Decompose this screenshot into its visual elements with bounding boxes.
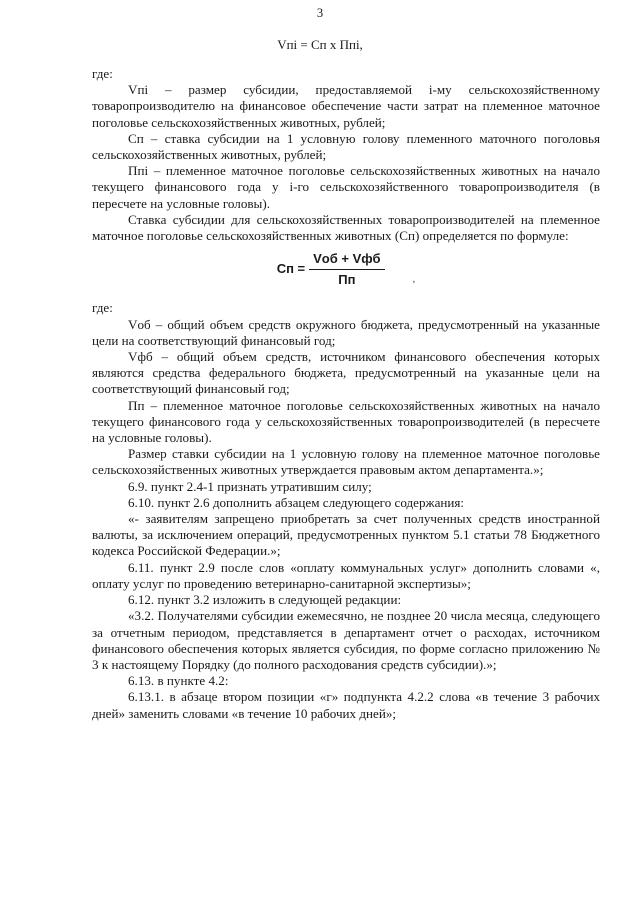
rate-formula-comma: , (412, 274, 416, 286)
rate-size-paragraph: Размер ставки субсидии на 1 условную голову на племенное маточное поголовье сельскохозяйственных животных утверждается правовым актом департамента.»; (92, 446, 600, 478)
page-number: 3 (316, 6, 324, 20)
item-6-12-text: «3.2. Получателями субсидии ежемесячно, не позднее 20 числа месяца, следующего за отчетным периодом, представляется в департамент отчет о расходах, источником финансового обеспечения которых является субсидия, по форме согласно приложению № 3 к настоящему Порядку (до полного расходования средств субсидии).»; (92, 608, 600, 672)
definition-vob: Vоб – общий объем средств окружного бюджета, предусмотренный на указанные цели на соответствующий финансовый год; (92, 316, 600, 348)
item-6-13: 6.13. в пункте 4.2: (128, 673, 229, 689)
definition-vpi: Vпi – размер субсидии, предоставляемой i-му сельскохозяйственному товаропроизводителю на финансовое обеспечение части затрат на племенное маточное поголовье сельскохозяйственных животных, рублей; (92, 82, 600, 130)
where-label: где: (92, 66, 113, 81)
rate-intro-paragraph: Ставка субсидии для сельскохозяйственных товаропроизводителей на племенное маточное поголовье сельскохозяйственных животных (Сп) определяется по формуле: (92, 211, 600, 244)
item-6-11: 6.11. пункт 2.9 после слов «оплату коммунальных услуг» дополнить словами «, оплату услуг по проведению ветеринарно-санитарной экспертизы»; (92, 559, 600, 591)
rate-formula-lhs: Сп = (276, 261, 306, 277)
where-label-2: где: (92, 300, 113, 316)
definition-sp: Сп – ставка субсидии на 1 условную голову племенного маточного поголовья сельскохозяйственных животных, рублей; (92, 130, 600, 163)
item-6-9: 6.9. пункт 2.4-1 признать утратившим силу; (128, 478, 372, 494)
item-6-10-text: «- заявителям запрещено приобретать за счет полученных средств иностранной валюты, за исключением операций, предусмотренных пунктом 5.1 статьи 78 Бюджетного кодекса Российской Федерации.»; (92, 511, 600, 559)
subsidy-formula: Vпi = Сп x Ппi, (277, 37, 363, 52)
rate-formula-numerator: Vоб + Vфб (309, 251, 384, 270)
rate-formula (92, 250, 600, 288)
rate-formula-fraction (309, 251, 384, 288)
rate-formula-denominator: Пп (338, 271, 356, 287)
definition-vfb: Vфб – общий объем средств, источником финансового обеспечения которых являются средства федерального бюджета, предусмотренный на указанные цели на соответствующий финансовый год; (92, 349, 600, 397)
definition-ppi: Ппi – племенное маточное поголовье сельскохозяйственных животных на начало текущего финансового года у i-го сельскохозяйственного товаропроизводителя (в пересчете на условные головы). (92, 163, 600, 211)
item-6-12: 6.12. пункт 3.2 изложить в следующей редакции: (128, 592, 402, 608)
item-6-10: 6.10. пункт 2.6 дополнить абзацем следующего содержания: (128, 494, 465, 510)
definition-pp: Пп – племенное маточное поголовье сельскохозяйственных животных на начало текущего финансового года у сельскохозяйственных товаропроизводителей (в пересчете на условные головы). (92, 397, 600, 446)
item-6-13-1: 6.13.1. в абзаце втором позиции «г» подпункта 4.2.2 слова «в течение 3 рабочих дней» заменить словами «в течение 10 рабочих дней»; (92, 689, 600, 721)
document-body (92, 66, 600, 722)
